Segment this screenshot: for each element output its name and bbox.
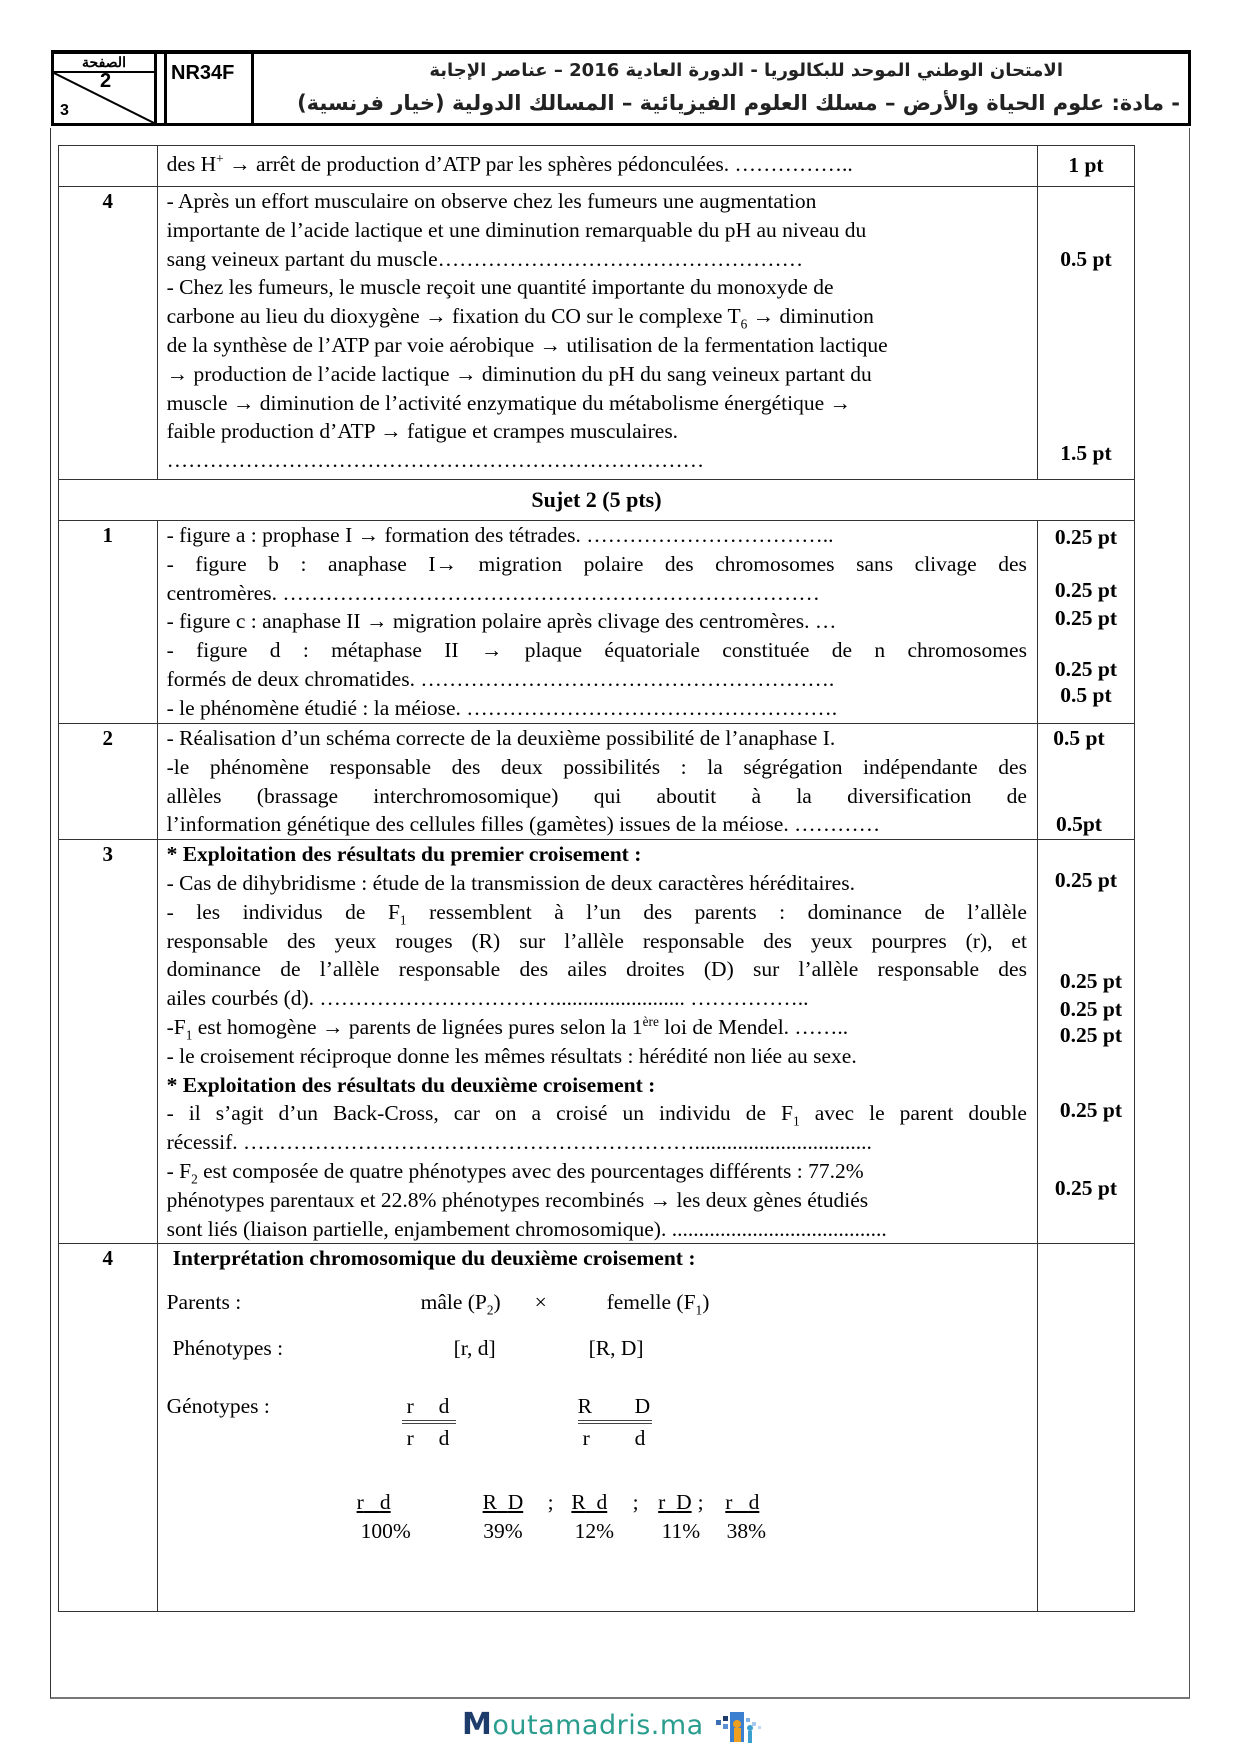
chromosomal-interpretation: Interprétation chromosomique du deuxième croisement : Parents : mâle $(P_2)$ × femelle $(F_1)$ Phénotypes : [r, d] [R, D] Génotypes : r d r d R D r d r d 100% R D 39% ; R d 12% ; r D 11% ; r d 38% [167, 1244, 1027, 1610]
gamete-female: r D 11% [658, 1490, 701, 1544]
exam-code: NR34F [164, 54, 254, 123]
gamete-female: r d 38% [725, 1490, 767, 1544]
points: 0.25 pt [1059, 1023, 1123, 1048]
points: 0.5 pt [1060, 683, 1112, 707]
page-current: 2 [100, 70, 112, 92]
answer-text: - Réalisation d’un schéma correcte de la deuxième possibilité de l’anaphase I. -le phénomène responsable des deux possibilités : la ségrégation indépendante des allèles (brassage interchromosomique) qui aboutit à la diversification de l’information génétique des cellules filles (gamètes) issues de la méiose. ………… [157, 724, 1037, 840]
page-number-box [54, 54, 157, 123]
table-row [59, 724, 1135, 840]
points: 0.25 pt [1054, 525, 1118, 549]
subheading: * Exploitation des résultats du premier croisement : [166, 842, 642, 867]
male-parent: mâle $(P_2)$ [420, 1290, 501, 1318]
points-cell [1037, 840, 1134, 1244]
points: 0.25 pt [1054, 1176, 1118, 1201]
points-cell [1037, 187, 1134, 480]
table-row [59, 1244, 1135, 1612]
answer-text: * Exploitation des résultats du premier croisement : - Cas de dihybridisme : étude de la transmission de deux caractères héréditaires. - les individus de $F_1$ ressemblent à l’un des parents : dominance de l’allèle responsable des yeux rouges (R) sur l’allèle responsable des yeux pourpres (r), et dominance de l’allèle responsable des ailes droites (D) sur l’allèle responsable des ailes courbés (d). ……………………………........................ …………….. $-F_1$ est homogène → parents de lignées pures selon la 1ère loi de Mendel. …….. - le croisement réciproque donne les mêmes résultats : hérédité non liée au sexe. * Exploitation des résultats du deuxième croisement : - il s’agit d’un Back-Cross, car on a croisé un individu de $F_1$ avec le parent double récessif. ………………………………………………………................................. - $F_2$ est composée de quatre phénotypes avec des pourcentages différents : 77.2% phénotypes parentaux et 22.8% phénotypes recombinés → les deux gènes étudiés sont liés (liaison partielle, enjambement chromosomique). ........................................ [157, 840, 1037, 1244]
exam-title [260, 54, 1188, 123]
points: 0.25 pt [1054, 578, 1118, 602]
female-parent: femelle $(F_1)$ [606, 1290, 710, 1318]
table-row [59, 521, 1135, 724]
points: 0.25 pt [1054, 868, 1118, 893]
table-row [59, 840, 1135, 1244]
points-cell [1037, 146, 1134, 187]
points: 1 pt [1068, 153, 1104, 177]
table-row [59, 187, 1135, 480]
gamete-female: R D 39% [482, 1490, 524, 1544]
answer-text [157, 1244, 1037, 1612]
question-number: 2 [59, 724, 158, 840]
points-cell [1037, 724, 1134, 840]
subheading: * Exploitation des résultats du deuxième croisement : [166, 1072, 656, 1097]
question-number [59, 146, 158, 187]
answer-text: - figure a : prophase I → formation des tétrades. …………………………….. - figure b : anaphase I→ migration polaire des chromosomes sans clivage des centromères. ………………………………………………………………… - figure c : anaphase II → migration polaire après clivage des centromères. … - figure d : métaphase II → plaque équatoriale constituée de n chromosomes formés de deux chromatides. …………………………………………………. - le phénomène étudié : la méiose. ……………………………………………. [157, 521, 1037, 724]
section-title: Sujet 2 (5 pts) [59, 480, 1135, 521]
question-number: 3 [59, 840, 158, 1244]
title-line-1: الامتحان الوطني الموحد للبكالوريا - الدورة العادية 2016 – عناصر الإجابة [429, 60, 1063, 81]
points: 0.5 pt [1053, 726, 1105, 750]
points: 0.5pt [1055, 812, 1102, 836]
logo-graphic-icon [712, 1710, 770, 1750]
exam-header [51, 50, 1191, 126]
section-row [59, 480, 1135, 521]
gamete-male: r d 100% [356, 1490, 411, 1544]
page-total: 3 [60, 102, 69, 119]
question-number: 1 [59, 521, 158, 724]
gamete-female: R d 12% [571, 1490, 615, 1544]
question-number: 4 [59, 1244, 158, 1612]
female-phenotype: [R, D] [588, 1336, 644, 1361]
male-genotype: r d r d [402, 1392, 456, 1424]
page-label: الصفحة [54, 54, 154, 73]
answer-text: des H+ → arrêt de production d’ATP par les sphères pédonculées. …………….. [157, 146, 1037, 187]
cross-symbol: × [534, 1290, 547, 1315]
answer-text: - Après un effort musculaire on observe chez les fumeurs une augmentation importante de l’acide lactique et une diminution remarquable du pH au niveau du sang veineux partant du muscle…………………………………………… - Chez les fumeurs, le muscle reçoit une quantité importante du monoxyde de carbone au lieu du dioxygène → fixation du CO sur le complexe $T_6$ → diminution de la synthèse de l’ATP par voie aérobique → utilisation de la fermentation lactique → production de l’acide lactique → diminution du pH du sang veineux partant du muscle → diminution de l’activité enzymatique du métabolisme énergétique → faible production d’ATP → fatigue et crampes musculaires. ………………………………………………………………… [157, 187, 1037, 480]
answer-table [58, 145, 1135, 1612]
table-row [59, 146, 1135, 187]
subheading: Interprétation chromosomique du deuxième croisement : [172, 1246, 696, 1271]
points: 0.5 pt [1060, 247, 1112, 271]
question-number: 4 [59, 187, 158, 480]
title-line-2: - مادة: علوم الحياة والأرض – مسلك العلوم الفيزيائية – المسالك الدولية (خيار فرنسية) [297, 91, 1180, 115]
points: 0.25 pt [1054, 606, 1118, 630]
points: 1.5 pt [1060, 441, 1112, 465]
points: 0.25 pt [1059, 969, 1123, 994]
points: 0.25 pt [1054, 657, 1118, 681]
male-phenotype: [r, d] [453, 1336, 496, 1361]
points: 0.25 pt [1059, 1098, 1123, 1123]
points-cell [1037, 1244, 1134, 1612]
site-logo: Moutamadris.ma [462, 1707, 704, 1742]
points: 0.25 pt [1059, 997, 1123, 1022]
points-cell [1037, 521, 1134, 724]
female-genotype: R D r d [577, 1394, 651, 1451]
